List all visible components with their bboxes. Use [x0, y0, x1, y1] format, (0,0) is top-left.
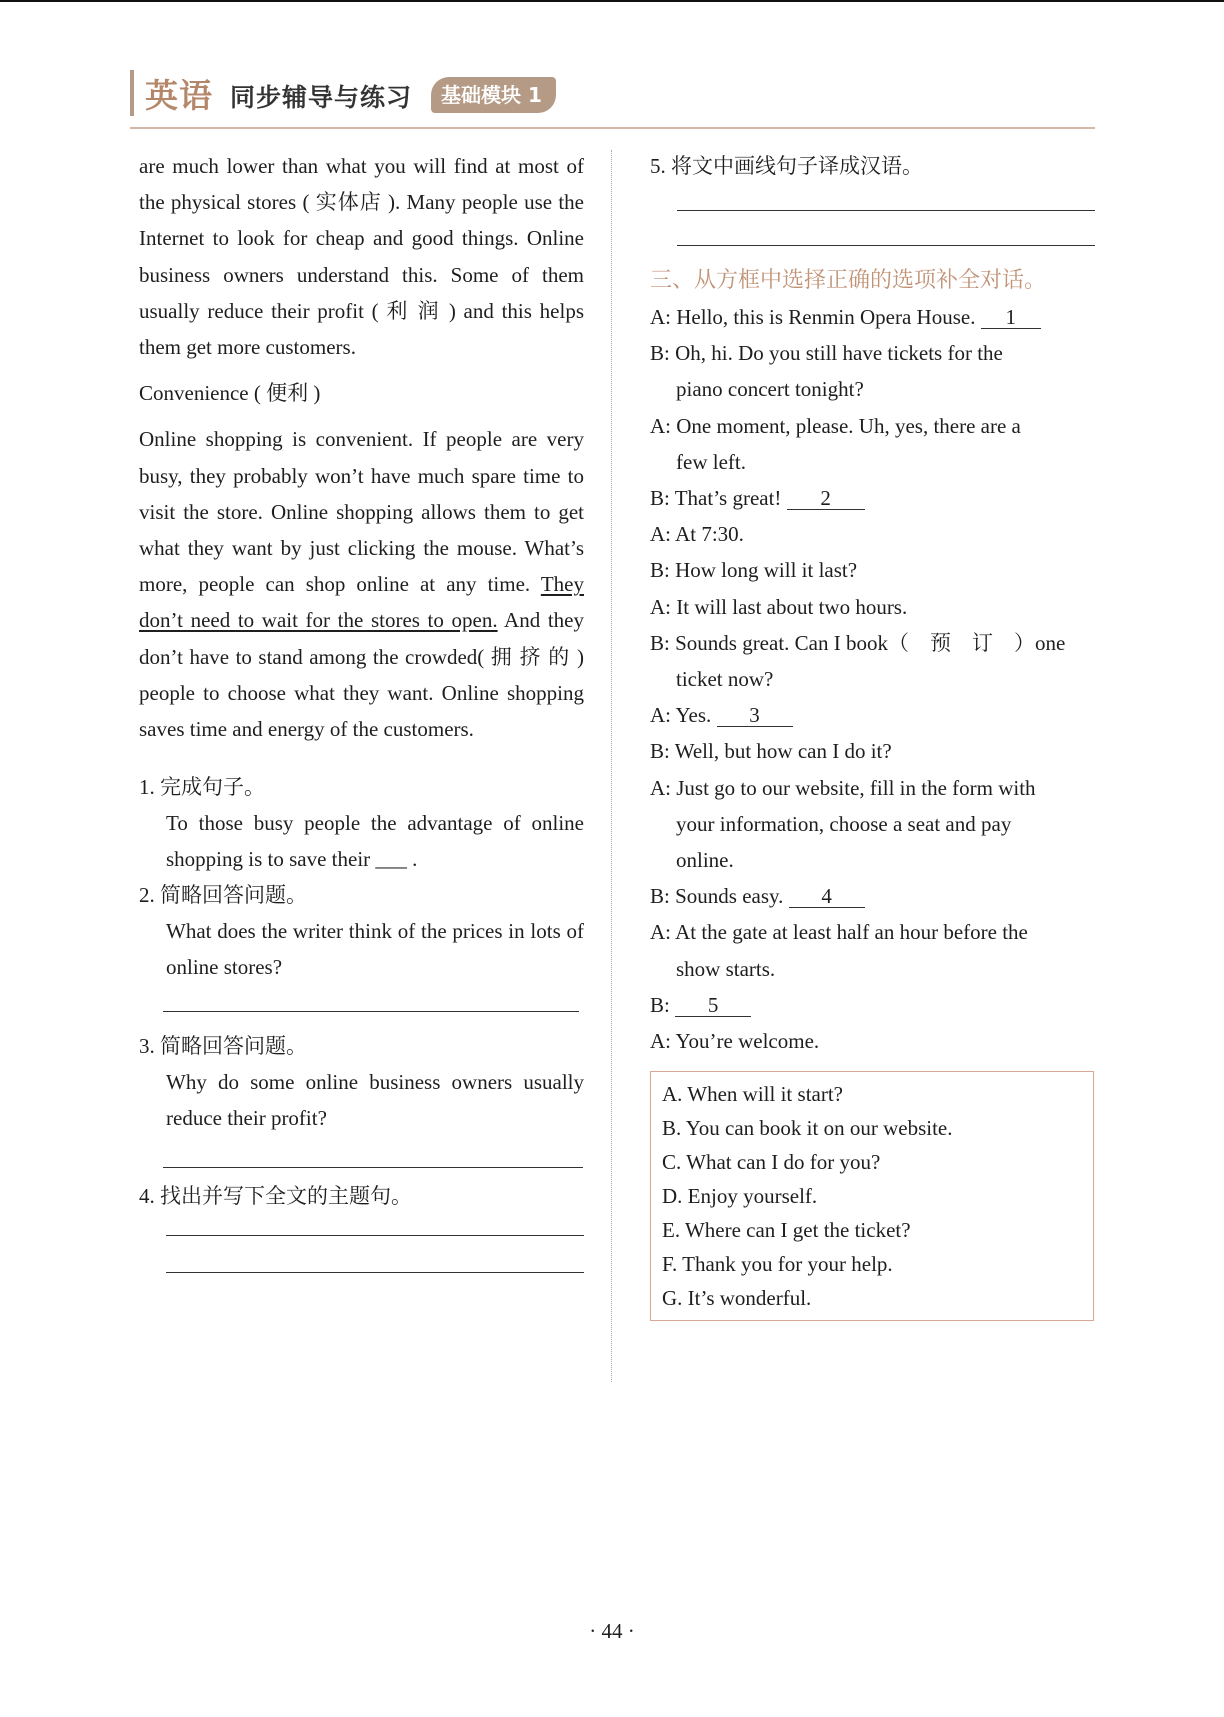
question-2-label: 2. 简略回答问题。: [139, 883, 307, 908]
dialogue-text: B: That’s great!: [650, 486, 787, 511]
dialogue-text-cont: online.: [676, 848, 734, 873]
page-number: · 44 ·: [589, 1619, 635, 1643]
blank-3[interactable]: 3: [717, 704, 793, 727]
header-module-badge: 基础模块 1: [431, 77, 556, 113]
dialogue-text: B: Sounds great. Can I book（ 预 订 ）one: [650, 630, 1066, 655]
dialogue-line-7: A: It will last about two hours.: [650, 594, 908, 619]
dialogue-text: A: Just go to our website, fill in the form with: [650, 775, 1036, 800]
option-c: C. What can I do for you?: [662, 1150, 881, 1175]
option-b: B. You can book it on our website.: [662, 1116, 953, 1141]
underlined-sentence: They don’t need to wait for the stores to open.: [139, 572, 584, 633]
paragraph-2-text-b: And they don’t have to stand among the crowded( 拥 挤 的 ) people to choose what they want. Online shopping saves time and energy of the customers.: [139, 608, 584, 742]
dialogue-line-9: [650, 697, 1094, 733]
answer-line-q4-2[interactable]: [166, 1271, 584, 1273]
dialogue-text: A: One moment, please. Uh, yes, there are a: [650, 413, 1021, 438]
header-accent-bar: [130, 70, 134, 116]
dialogue-text-cont: your information, choose a seat and pay: [676, 811, 1012, 836]
dialogue-text-cont: show starts.: [676, 956, 776, 981]
question-4-label: 4. 找出并写下全文的主题句。: [139, 1184, 412, 1209]
blank-1[interactable]: 1: [981, 306, 1041, 329]
question-3-label: 3. 简略回答问题。: [139, 1034, 307, 1059]
dialogue-line-4: [650, 480, 1094, 516]
option-g: G. It’s wonderful.: [662, 1286, 812, 1311]
paragraph-2-text-a: Online shopping is convenient. If people are very busy, they probably won’t have much spare time to visit the store. Online shopping allows them to get what they want by just clicking the mouse. What’s more, people can shop online at any time.: [139, 427, 584, 597]
header-subject: 英语: [145, 76, 213, 115]
question-3-text: Why do some online business owners usually reduce their profit?: [166, 1070, 584, 1131]
dialogue-line-6: B: How long will it last?: [650, 558, 858, 583]
blank-5[interactable]: 5: [675, 994, 751, 1017]
dialogue-line-15: A: You’re welcome.: [650, 1029, 820, 1054]
question-5-label: 5. 将文中画线句子译成汉语。: [650, 154, 923, 178]
dialogue-line-13: [650, 914, 1094, 986]
dialogue-text: B: Sounds easy.: [650, 884, 789, 909]
header-book-title: 同步辅导与练习: [230, 83, 413, 112]
option-a: A. When will it start?: [662, 1082, 843, 1107]
passage-heading-convenience: Convenience ( 便利 ): [139, 381, 321, 406]
passage-paragraph-1: are much lower than what you will find at most of the physical stores ( 实体店 ). Many people use the Internet to look for cheap and good things. Online business owners understand this. Some of them usually reduce their profit ( 利 润 ) and this helps them get more customers.: [139, 154, 584, 360]
left-column: [139, 148, 584, 1273]
column-divider: [611, 150, 612, 1382]
blank-4[interactable]: 4: [789, 885, 865, 908]
dialogue-line-1: [650, 299, 1094, 335]
dialogue-text: B: Oh, hi. Do you still have tickets for the: [650, 341, 1003, 366]
passage-paragraph-2: [139, 421, 584, 747]
top-border-line: [0, 0, 1224, 2]
dialogue-text-cont: piano concert tonight?: [676, 377, 864, 402]
option-d: D. Enjoy yourself.: [662, 1184, 818, 1209]
dialogue-line-14: [650, 987, 1094, 1023]
option-f: F. Thank you for your help.: [662, 1252, 893, 1277]
option-e: E. Where can I get the ticket?: [662, 1218, 911, 1243]
dialogue-text: A: Hello, this is Renmin Opera House.: [650, 305, 981, 329]
dialogue-line-10: B: Well, but how can I do it?: [650, 739, 892, 764]
question-1-label: 1. 完成句子。: [139, 775, 265, 800]
dialogue-line-11: [650, 770, 1094, 879]
dialogue-line-12: [650, 878, 1094, 914]
dialogue-text-cont: ticket now?: [676, 667, 774, 692]
options-box: [650, 1071, 1094, 1321]
dialogue-line-2: [650, 335, 1094, 407]
question-2-text: What does the writer think of the prices in lots of online stores?: [166, 919, 584, 980]
dialogue-line-5: A: At 7:30.: [650, 522, 744, 547]
header-rule: [130, 127, 1095, 129]
right-column: [650, 148, 1094, 1321]
dialogue-text: A: Yes.: [650, 703, 717, 728]
dialogue-line-3: [650, 408, 1094, 480]
dialogue-text: B:: [650, 992, 676, 1017]
dialogue-text-cont: few left.: [676, 449, 746, 474]
question-1-text: To those busy people the advantage of online shopping is to save their ___ .: [166, 811, 584, 872]
dialogue-line-8: [650, 625, 1094, 697]
section-3-heading: 三、从方框中选择正确的选项补全对话。: [650, 268, 1047, 293]
dialogue-text: A: At the gate at least half an hour before the: [650, 920, 1028, 945]
blank-2[interactable]: 2: [787, 487, 865, 510]
